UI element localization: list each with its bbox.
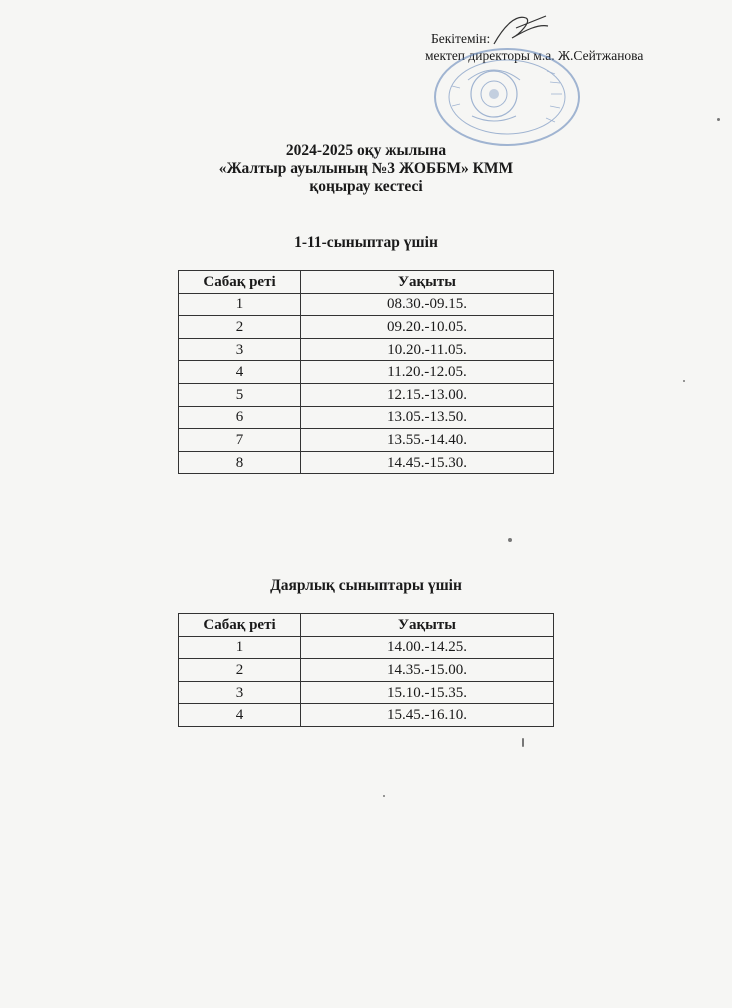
table-row bbox=[179, 659, 554, 682]
lesson-time: 15.10.-15.35. bbox=[301, 681, 554, 704]
table-row bbox=[179, 704, 554, 727]
scan-speck bbox=[383, 795, 385, 797]
handwritten-signature bbox=[486, 8, 556, 52]
scan-speck bbox=[508, 538, 512, 542]
lesson-number: 4 bbox=[179, 704, 301, 727]
scan-speck bbox=[717, 118, 720, 121]
lesson-number: 6 bbox=[179, 406, 301, 429]
lesson-number: 2 bbox=[179, 659, 301, 682]
table-row bbox=[179, 383, 554, 406]
lesson-time: 08.30.-09.15. bbox=[301, 293, 554, 316]
scan-speck bbox=[522, 738, 524, 747]
table-header-row bbox=[179, 271, 554, 294]
approval-label: Бекітемін: bbox=[431, 31, 491, 46]
title-school: «Жалтыр ауылының №3 ЖОББМ» КММ bbox=[218, 160, 514, 177]
lesson-time: 14.00.-14.25. bbox=[301, 636, 554, 659]
lesson-time: 09.20.-10.05. bbox=[301, 316, 554, 339]
lesson-number: 1 bbox=[179, 293, 301, 316]
scan-speck bbox=[683, 380, 685, 382]
table-row bbox=[179, 316, 554, 339]
title-schedule: қоңырау кестесі bbox=[309, 178, 423, 195]
schedule-table-preparatory bbox=[178, 613, 554, 727]
lesson-number: 4 bbox=[179, 361, 301, 384]
table-header-row bbox=[179, 614, 554, 637]
lesson-time: 14.35.-15.00. bbox=[301, 659, 554, 682]
table-row bbox=[179, 636, 554, 659]
lesson-time: 15.45.-16.10. bbox=[301, 704, 554, 727]
lesson-number: 2 bbox=[179, 316, 301, 339]
lesson-time: 13.55.-14.40. bbox=[301, 429, 554, 452]
schedule-table-main bbox=[178, 270, 554, 474]
official-seal-stamp bbox=[432, 46, 582, 148]
header-lesson-order: Сабақ реті bbox=[179, 271, 301, 294]
title-year: 2024-2025 оқу жылына bbox=[285, 142, 447, 159]
table-row bbox=[179, 406, 554, 429]
lesson-number: 3 bbox=[179, 338, 301, 361]
table-row bbox=[179, 361, 554, 384]
table2-caption: Даярлық сыныптары үшін bbox=[270, 577, 462, 594]
header-time: Уақыты bbox=[301, 271, 554, 294]
lesson-time: 14.45.-15.30. bbox=[301, 451, 554, 474]
document-title bbox=[0, 142, 732, 196]
table1-caption: 1-11-сыныптар үшін bbox=[294, 234, 438, 251]
table-row bbox=[179, 681, 554, 704]
lesson-time: 13.05.-13.50. bbox=[301, 406, 554, 429]
lesson-number: 8 bbox=[179, 451, 301, 474]
table-row bbox=[179, 451, 554, 474]
table-row bbox=[179, 338, 554, 361]
header-time: Уақыты bbox=[301, 614, 554, 637]
table-row bbox=[179, 429, 554, 452]
lesson-number: 5 bbox=[179, 383, 301, 406]
lesson-number: 3 bbox=[179, 681, 301, 704]
header-lesson-order: Сабақ реті bbox=[179, 614, 301, 637]
table-row bbox=[179, 293, 554, 316]
lesson-time: 11.20.-12.05. bbox=[301, 361, 554, 384]
lesson-number: 1 bbox=[179, 636, 301, 659]
lesson-time: 10.20.-11.05. bbox=[301, 338, 554, 361]
lesson-number: 7 bbox=[179, 429, 301, 452]
lesson-time: 12.15.-13.00. bbox=[301, 383, 554, 406]
approval-signer: мектеп директоры м.а. Ж.Сейтжанова bbox=[425, 48, 644, 63]
